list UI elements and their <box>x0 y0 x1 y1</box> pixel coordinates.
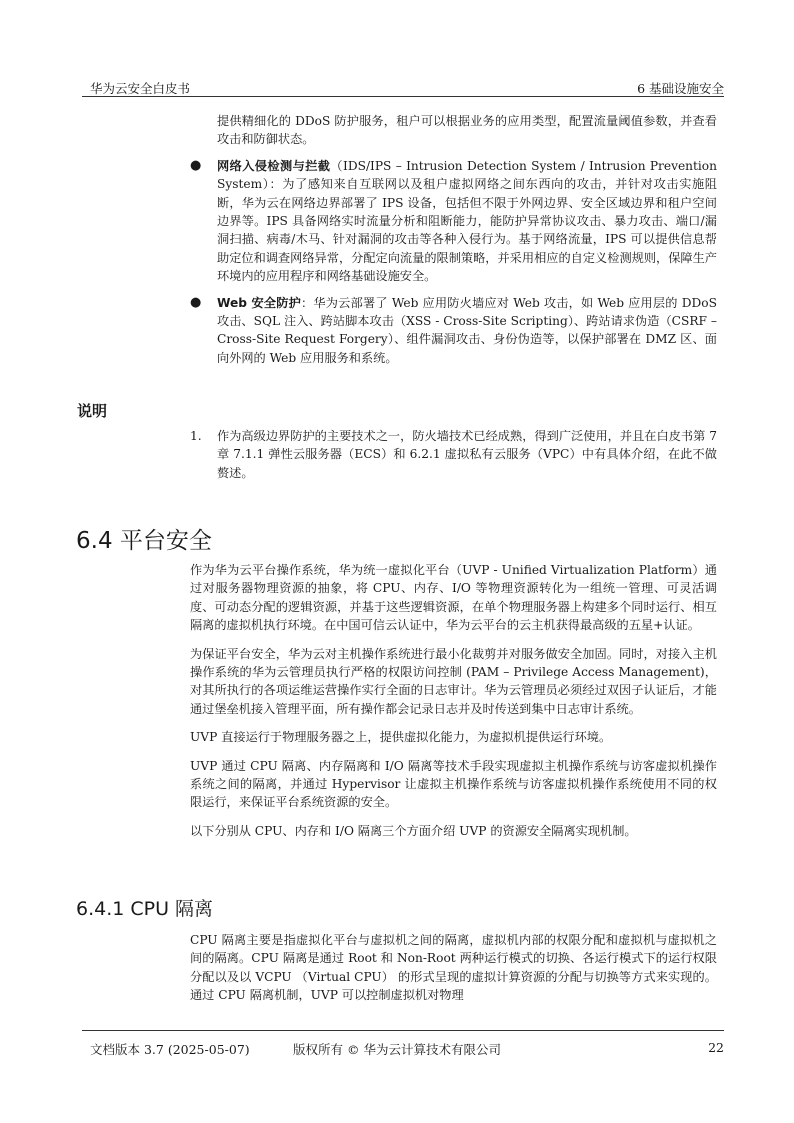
intro-paragraph: 提供精细化的 DDoS 防护服务，租户可以根据业务的应用类型，配置流量阈值参数，并查看攻击和防御状态。 <box>217 114 717 147</box>
header-doc-title: 华为云安全白皮书 <box>90 81 191 96</box>
bullet-text: （IDS/IPS – Intrusion Detection System / Intrusion Prevention System）：为了感知来自互联网以及租户虚拟网络之间东西向的攻击，并针对攻击实施阻断，华为云在网络边界部署了 IPS 设备，包括但不限于外网边界、安全区域边界和租户空间边界等。IPS 具备网络实时流量分析和阻断能力，能防护异常协议攻击、暴力攻击、端口/漏洞扫描、病毒/木马、针对漏洞的攻击等各种入侵行为。基于网络流量，IPS 可以提供信息帮助定位和调查网络异常，分配定向流量的限制策略，并采用相应的自定义检测规则，保障生产环境内的应用程序和网络基础设施安全。 <box>217 158 717 284</box>
bullet-item <box>190 294 717 368</box>
note-block <box>190 427 717 482</box>
paragraph: CPU 隔离主要是指虚拟化平台与虚拟机之间的隔离，虚拟机内部的权限分配和虚拟机与虚拟机之间的隔离。CPU 隔离是通过 Root 和 Non-Root 两种运行模式的切换、各运行模式下的运行权限分配以及以 VCPU （Virtual CPU） 的形式呈现的虚拟计算资源的分配与切换等方式来实现的。通过 CPU 隔离机制，UVP 可以控制虚拟机对物理 <box>190 933 717 1003</box>
note-number: 1. <box>190 429 202 443</box>
paragraph: 作为华为云平台操作系统，华为统一虚拟化平台（UVP - Unified Virtualization Platform）通过对服务器物理资源的抽象，将 CPU、内存、I/O 等物理资源转化为一组统一管理、可灵活调度、可动态分配的逻辑资源，并基于这些逻辑资源，在单个物理服务器上构建多个同时运行、相互隔离的虚拟机执行环境。在中国可信云认证中，华为云平台的云主机获得最高级的五星+认证。 <box>190 563 717 633</box>
page-number: 22 <box>708 1040 724 1055</box>
header-chapter: 6 基础设施安全 <box>637 81 724 96</box>
subsection-heading: 6.4.1 CPU 隔离 <box>76 898 214 920</box>
bullet-text: ：华为云部署了 Web 应用防火墙应对 Web 攻击，如 Web 应用层的 DDoS 攻击、SQL 注入、跨站脚本攻击（XSS - Cross-Site Scripting）、跨站请求伪造（CSRF – Cross-Site Request Forgery）、组件漏洞攻击、身份伪造等，以保护部署在 DMZ 区、面向外网的 Web 应用服务和系统。 <box>217 295 717 365</box>
footer-divider <box>82 1030 724 1031</box>
copyright: 版权所有 © 华为云计算技术有限公司 <box>293 1042 501 1057</box>
bullet-section <box>190 112 717 375</box>
section-heading: 6.4 平台安全 <box>76 528 212 554</box>
bullet-title: Web 安全防护 <box>217 295 302 310</box>
doc-version: 文档版本 3.7 (2025-05-07) <box>90 1042 250 1057</box>
bullet-dot-icon: ● <box>190 294 202 310</box>
paragraph: UVP 通过 CPU 隔离、内存隔离和 I/O 隔离等技术手段实现虚拟主机操作系统与访客虚拟机操作系统之间的隔离，并通过 Hypervisor 让虚拟主机操作系统与访客虚拟机操作系统使用不同的权限运行，来保证平台系统资源的安全。 <box>190 758 717 810</box>
bullet-title: 网络入侵检测与拦截 <box>217 158 331 173</box>
header-divider <box>82 96 724 97</box>
paragraph: 以下分别从 CPU、内存和 I/O 隔离三个方面介绍 UVP 的资源安全隔离实现机制。 <box>190 823 637 838</box>
section-body <box>190 561 717 850</box>
note-text: 作为高级边界防护的主要技术之一，防火墙技术已经成熟，得到广泛使用，并且在白皮书第 7 章 7.1.1 弹性云服务器（ECS）和 6.2.1 虚拟私有云服务（VPC）中有具体介绍，在此不做赘述。 <box>217 429 717 480</box>
paragraph: 为保证平台安全，华为云对主机操作系统进行最小化裁剪并对服务做安全加固。同时，对接入主机操作系统的华为云管理员执行严格的权限访问控制 (PAM – Privilege Access Management)，对其所执行的各项运维运营操作实行全面的日志审计。华为云管理员必须经过双因子认证后，才能通过堡垒机接入管理平面，所有操作都会记录日志并及时传送到集中日志审计系统。 <box>190 646 717 716</box>
bullet-item <box>190 157 717 286</box>
paragraph: UVP 直接运行于物理服务器之上，提供虚拟化能力，为虚拟机提供运行环境。 <box>190 730 612 745</box>
bullet-dot-icon: ● <box>190 157 202 173</box>
subsection-body <box>190 931 717 1005</box>
note-title: 说明 <box>77 402 108 420</box>
